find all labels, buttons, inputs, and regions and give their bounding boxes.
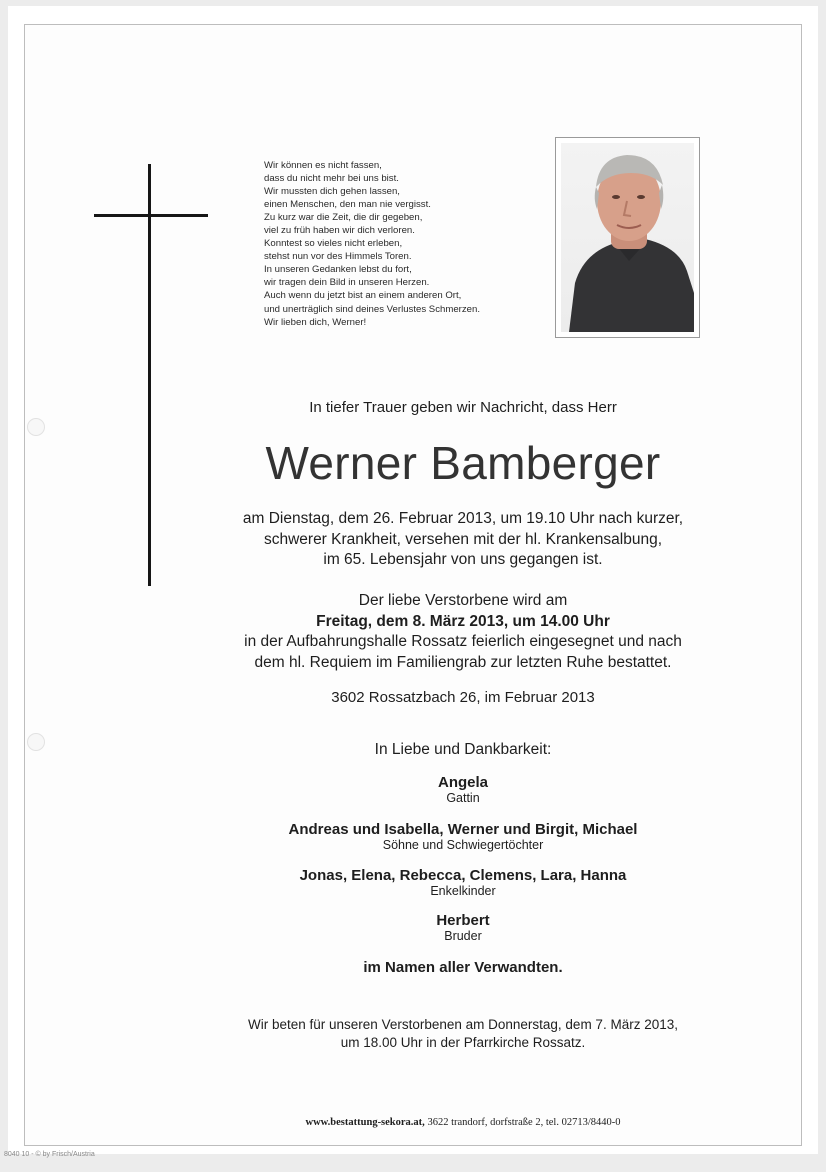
mourner-role: Enkelkinder bbox=[430, 884, 496, 898]
announcement-line: am Dienstag, dem 26. Februar 2013, um 19.10 Uhr nach kurzer, bbox=[242, 510, 684, 527]
mourner-names: Andreas und Isabella, Werner und Birgit, Michael bbox=[288, 821, 638, 838]
portrait-illustration bbox=[561, 143, 694, 332]
mourner-group bbox=[150, 821, 776, 853]
poem-line: einen Menschen, den man nie vergisst. bbox=[264, 199, 431, 211]
gratitude-heading: In Liebe und Dankbarkeit: bbox=[374, 741, 552, 758]
portrait-photo bbox=[561, 143, 694, 332]
footer-website: www.bestattung-sekora.at, bbox=[305, 1117, 425, 1128]
portrait-frame bbox=[555, 137, 700, 338]
poem-line: und unerträglich sind deines Verlustes Schmerzen. bbox=[264, 303, 480, 315]
mourner-role: Söhne und Schwiegertöchter bbox=[382, 838, 544, 852]
announcement-line: im 65. Lebensjahr von uns gegangen ist. bbox=[323, 551, 603, 568]
poem-line: Konntest so vieles nicht erleben, bbox=[264, 238, 403, 250]
place-date: 3602 Rossatzbach 26, im Februar 2013 bbox=[331, 689, 595, 706]
mourner-names: Herbert bbox=[436, 912, 490, 929]
poem-line: Auch wenn du jetzt bist an einem anderen Ort, bbox=[264, 290, 462, 302]
mourner-role: Bruder bbox=[444, 929, 482, 943]
cross-icon-bar bbox=[94, 214, 208, 217]
mourner-names: Jonas, Elena, Rebecca, Clemens, Lara, Hanna bbox=[299, 867, 627, 884]
deceased-name: Werner Bamberger bbox=[265, 437, 661, 489]
punch-hole bbox=[27, 418, 45, 436]
print-mark: 8040 10 - © by Frisch/Austria bbox=[4, 1151, 95, 1158]
intro-text: In tiefer Trauer geben wir Nachricht, dass Herr bbox=[309, 399, 617, 416]
prayer-notice bbox=[150, 1016, 776, 1051]
poem-line: dass du nicht mehr bei uns bist. bbox=[264, 173, 399, 185]
funeral-line: dem hl. Requiem im Familiengrab zur letzten Ruhe bestattet. bbox=[254, 653, 672, 671]
closing-line: im Namen aller Verwandten. bbox=[363, 959, 563, 976]
poem-line: Wir lieben dich, Werner! bbox=[264, 316, 367, 328]
funeral-details bbox=[150, 591, 776, 673]
poem-line: Wir können es nicht fassen, bbox=[264, 160, 382, 171]
poem-line: In unseren Gedanken lebst du fort, bbox=[264, 264, 412, 276]
mourner-group bbox=[150, 912, 776, 944]
announcement-line: schwerer Krankheit, versehen mit der hl. Krankensalbung, bbox=[263, 530, 663, 548]
poem-line: viel zu früh haben wir dich verloren. bbox=[264, 225, 415, 237]
prayer-line: Wir beten für unseren Verstorbenen am Donnerstag, dem 7. März 2013, bbox=[248, 1017, 678, 1032]
footer bbox=[150, 1117, 776, 1128]
footer-address: 3622 trandorf, dorfstraße 2, tel. 02713/8440-0 bbox=[424, 1117, 621, 1128]
mourner-group bbox=[150, 867, 776, 899]
mourner-names: Angela bbox=[437, 774, 488, 791]
poem-line: stehst nun vor des Himmels Toren. bbox=[264, 251, 412, 263]
funeral-line: Der liebe Verstorbene wird am bbox=[358, 592, 568, 609]
announcement bbox=[150, 509, 776, 571]
mourner-group bbox=[150, 774, 776, 806]
funeral-date: Freitag, dem 8. März 2013, um 14.00 Uhr bbox=[316, 612, 610, 630]
prayer-line: um 18.00 Uhr in der Pfarrkirche Rossatz. bbox=[340, 1034, 586, 1050]
poem-line: wir tragen dein Bild in unseren Herzen. bbox=[264, 277, 430, 289]
punch-hole bbox=[27, 733, 45, 751]
poem-line: Zu kurz war die Zeit, die dir gegeben, bbox=[264, 212, 423, 224]
mourner-role: Gattin bbox=[446, 791, 480, 805]
funeral-line: in der Aufbahrungshalle Rossatz feierlich eingesegnet und nach bbox=[244, 633, 682, 650]
memorial-poem bbox=[264, 159, 554, 329]
poem-line: Wir mussten dich gehen lassen, bbox=[264, 186, 400, 198]
